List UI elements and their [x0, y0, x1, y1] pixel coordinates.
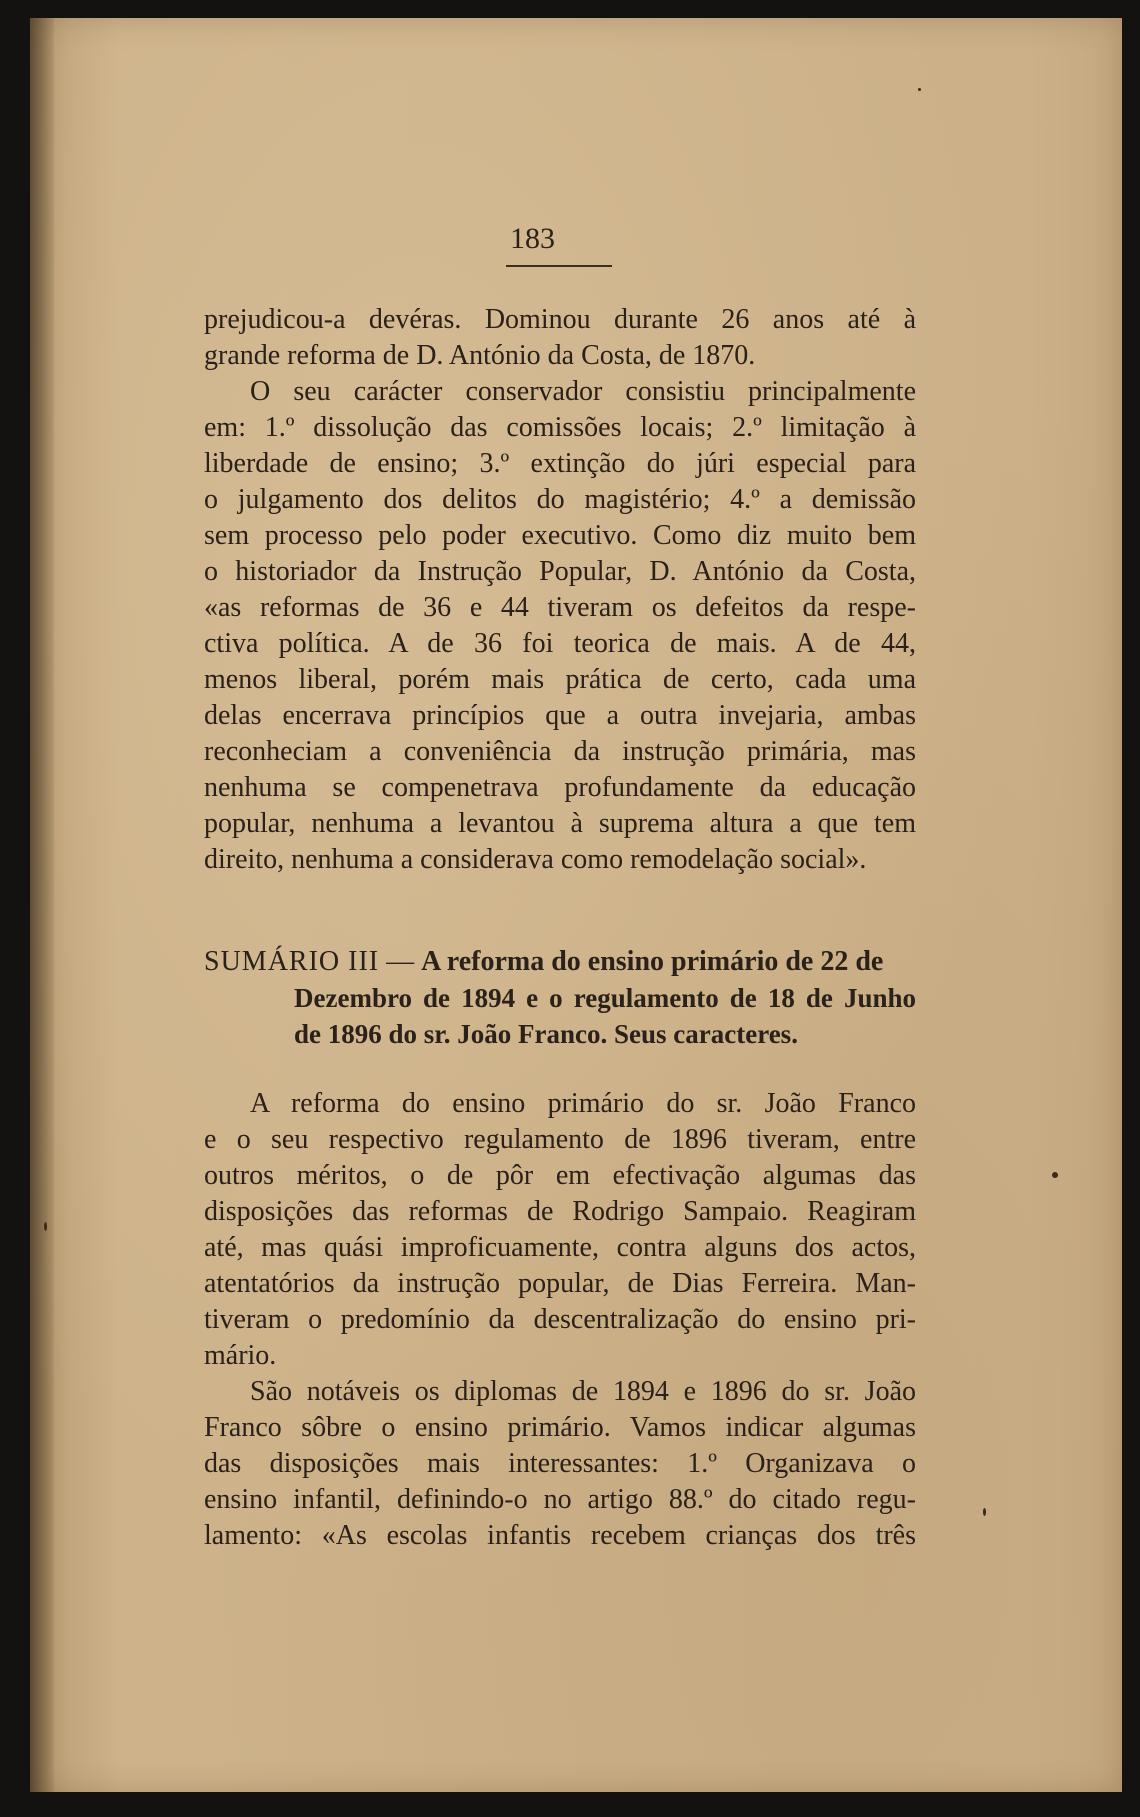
text-line: popular, nenhuma a levantou à suprema altura a que tem [204, 808, 916, 839]
text-line: atentatórios da instrução popular, de Dias Ferreira. Man- [204, 1268, 916, 1299]
text-line: A reforma do ensino primário do sr. João Franco [250, 1088, 916, 1119]
text-line: grande reforma de D. António da Costa, de 1870. [204, 340, 756, 371]
paper-speck [44, 1222, 47, 1231]
text-line: disposições das reformas de Rodrigo Sampaio. Reagiram [204, 1196, 916, 1227]
summary-label: SUMÁRIO III [204, 946, 380, 977]
text-line: direito, nenhuma a considerava como remodelação social». [204, 844, 867, 875]
text-line: sem processo pelo poder executivo. Como diz muito bem [204, 520, 916, 551]
text-line: liberdade de ensino; 3.º extinção do júri especial para [204, 448, 916, 479]
summary-line: de 1896 do sr. João Franco. Seus caracteres. [294, 1019, 798, 1049]
text-line: Franco sôbre o ensino primário. Vamos indicar algumas [204, 1412, 916, 1443]
text-line: até, mas quási improficuamente, contra alguns dos actos, [204, 1232, 916, 1263]
text-line: mário. [204, 1340, 277, 1371]
summary-line: Dezembro de 1894 e o regulamento de 18 de Junho [294, 983, 916, 1013]
text-line: o historiador da Instrução Popular, D. António da Costa, [204, 556, 916, 587]
text-line: outros méritos, o de pôr em efectivação algumas das [204, 1160, 916, 1191]
text-line: ensino infantil, definindo-o no artigo 88.º do citado regu- [204, 1484, 916, 1515]
text-line: O seu carácter conservador consistiu principalmente [250, 376, 916, 407]
text-line: menos liberal, porém mais prática de certo, cada uma [204, 664, 916, 695]
text-line: ctiva política. A de 36 foi teorica de mais. A de 44, [204, 628, 916, 659]
text-line: das disposições mais interessantes: 1.º Organizava o [204, 1448, 916, 1479]
page-number: 183 [510, 222, 555, 255]
text-line: reconheciam a conveniência da instrução primária, mas [204, 736, 916, 767]
paper-speck [983, 1508, 986, 1516]
summary-dash: — [379, 946, 422, 977]
text-line: «as reformas de 36 e 44 tiveram os defeitos da respe- [204, 592, 916, 623]
text-line: prejudicou-a devéras. Dominou durante 26 anos até à [204, 304, 916, 335]
text-line: São notáveis os diplomas de 1894 e 1896 do sr. João [250, 1376, 916, 1407]
summary-heading [204, 944, 916, 980]
text-line: tiveram o predomínio da descentralização do ensino pri- [204, 1304, 916, 1335]
text-line: lamento: «As escolas infantis recebem crianças dos três [204, 1520, 916, 1551]
paper-speck [918, 88, 921, 91]
text-line: nenhuma se compenetrava profundamente da educação [204, 772, 916, 803]
text-line: em: 1.º dissolução das comissões locais; 2.º limitação à [204, 412, 916, 443]
page-gutter-shadow [30, 18, 54, 1792]
text-line: o julgamento dos delitos do magistério; 4.º a demissão [204, 484, 916, 515]
text-line: e o seu respectivo regulamento de 1896 tiveram, entre [204, 1124, 916, 1155]
summary-lead: A reforma do ensino primário de 22 de [421, 946, 884, 977]
page-number-rule [506, 265, 612, 267]
paper-speck [1052, 1172, 1058, 1178]
text-line: delas encerrava princípios que a outra invejaria, ambas [204, 700, 916, 731]
